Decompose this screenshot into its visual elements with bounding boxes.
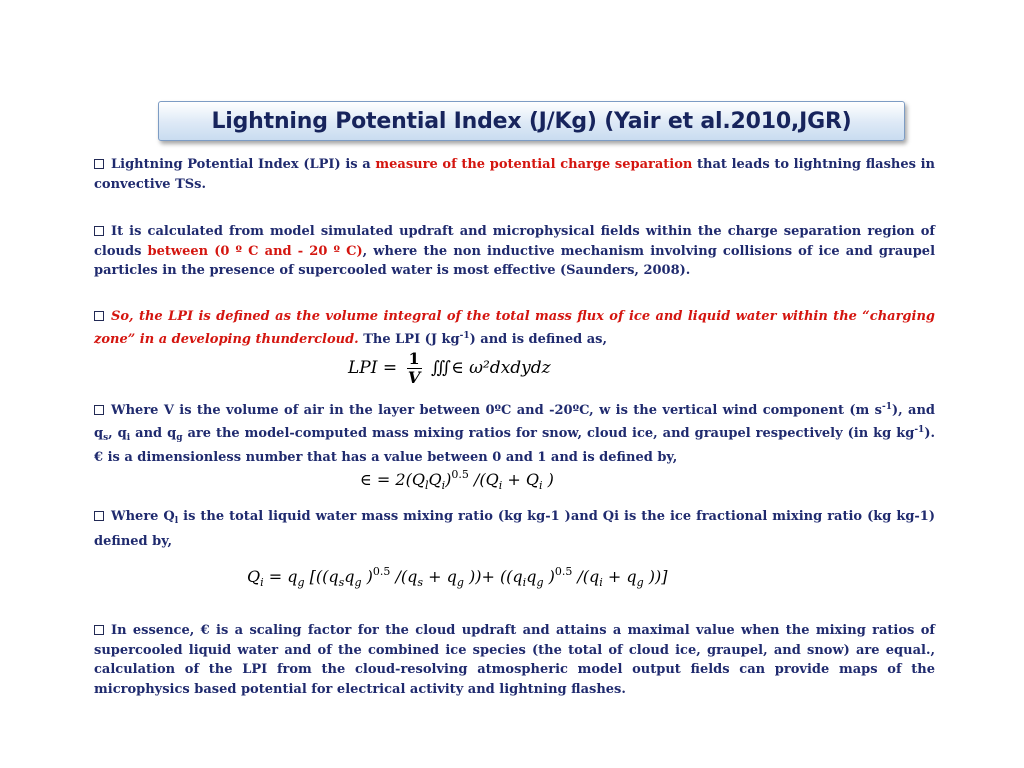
qi-equation: $Q_i = q_g$ [(($q_sq_g$ )$^{0.5}$ $/(q_s + q_g$ ))+ (($q_iq_g$ )$^{0.5}$ $/(q_i + q_g$ ))] (247, 565, 668, 589)
lpi-equation: LPI = $\frac{1}{V}$ ∭∈ ω²dxdydz (348, 349, 551, 387)
bullet-paragraph-volume-integral: So, the LPI is defined as the volume integral of the total mass flux of ice and liquid water within the “charging zone” in a developing thundercloud. The LPI (J $kg^{-1}$) and is defined as, (94, 309, 935, 347)
slide-title: Lightning Potential Index (J/Kg) (Yair et al.2010,JGR) (211, 108, 852, 134)
bullet-paragraph-mixing-ratio: Where $Q_l$ is the total liquid water mass mixing ratio (kg kg-1 )and Qi is the ice fractional mixing ratio (kg kg-1) defined by, (94, 509, 936, 549)
checkbox-bullet-icon (94, 625, 104, 635)
fraction: $\frac{1}{V}$ (407, 349, 421, 387)
bullet-paragraph-variables: Where V is the volume of air in the layer between 0ºC and -20ºC, w is the vertical wind component (m $s^{-1}$), and $q_s$, $q_i$ and $q_g$ are the model-computed mass mixing ratios for snow, cloud ice, and graupel respectively (in kg $kg^{-1}).€$ is a dimensionless number that has a value between 0 and 1 and is defined by, (94, 402, 935, 465)
bullet-paragraph-essence: In essence, € is a scaling factor for the cloud updraft and attains a maximal value when the mixing ratios of supercooled liquid water and of the combined ice species (the total of cloud ice, graupel, and snow) are equal., calculation of the LPI from the cloud-resolving atmospheric model output fields can provide maps of the microphysics based potential for electrical activity and lightning flashes. (94, 623, 935, 697)
checkbox-bullet-icon (94, 511, 104, 521)
bullet-paragraph-lpi-definition: Lightning Potential Index (LPI) is a measure of the potential charge separation that leads to lightning flashes in convective TSs. (94, 157, 936, 192)
bullet-paragraph-calculation: It is calculated from model simulated updraft and microphysical fields within the charge separation region of clouds between (0 º C and - 20 º C), where the non inductive mechanism involving collisions of ice and graupel particles in the presence of supercooled water is most effective (Saunders, 2008). (94, 224, 936, 278)
checkbox-bullet-icon (94, 405, 104, 415)
epsilon-equation: ∈ = $2(Q_lQ_i)^{0.5}$ $/(Q_i + Q_i$ ) (360, 468, 554, 492)
checkbox-bullet-icon (94, 159, 104, 169)
slide-title-box (158, 101, 905, 141)
checkbox-bullet-icon (94, 226, 104, 236)
checkbox-bullet-icon (94, 311, 104, 321)
